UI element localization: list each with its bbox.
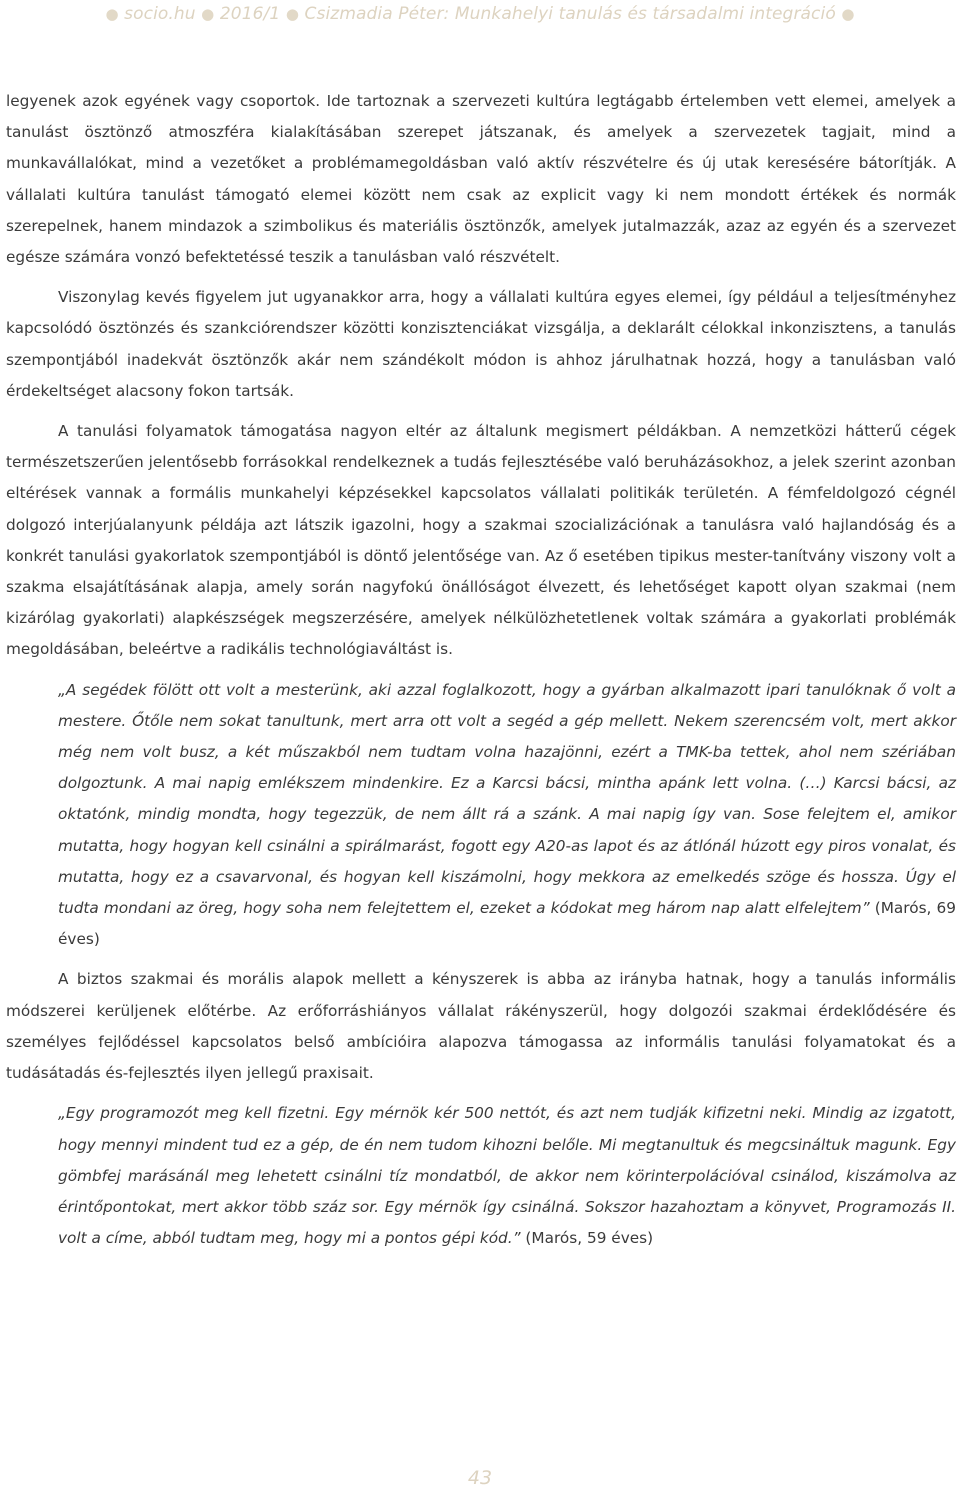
quote-text: „Egy programozót meg kell fizetni. Egy mérnök kér 500 nettót, és azt nem tudják kifizetni neki. Mindig az izgatott, hogy mennyi mindent tud ez a gép, de én nem tudom kihozni belőle. Mi megtanultuk és megcsináltuk magunk. Egy gömbfej marásánál meg lehetett csinálni tíz mondatból, de akkor nem körinterpolációval csinálod, kiszámolva az érintőpontokat, mert akkor több száz sor. Egy mérnök így csinálná. Sokszor hazahoztam a könyvet, Programozás II. volt a címe, abból tudtam meg, hogy mi a pontos gépi kód.” <box>58 1104 956 1248</box>
quote-source: (Marós, 59 éves) <box>525 1229 654 1248</box>
quote-source: (Marós, 69 éves) <box>58 899 956 949</box>
article-body <box>6 86 956 1254</box>
bullet-icon: ● <box>105 5 119 23</box>
paragraph: legyenek azok egyének vagy csoportok. Ide tartoznak a szervezeti kultúra legtágabb értelemben vett elemei, amelyek a tanulást ösztönző atmoszféra kialakításában szerepet játszanak, és amelyek a szervezetek tagjait, mind a munkavállalókat, mind a vezetőket a problémamegoldásban való aktív részvételre és új utak keresésére bátorítják. A vállalati kultúra tanulást támogató elemei között nem csak az explicit vagy ki nem mondott értékek és normák szerepelnek, hanem mindazok a szimbolikus és materiális ösztönzők, amelyek jutalmazzák, azaz az egyén és a szervezet egésze számára vonzó befektetéssé teszik a tanulásban való részvételt. <box>6 92 956 267</box>
header-issue: 2016/1 <box>219 4 281 24</box>
block-quote <box>58 675 956 956</box>
paragraph: A biztos szakmai és morális alapok mellett a kényszerek is abba az irányba hatnak, hogy a tanulás informális módszerei kerüljenek előtérbe. Az erőforráshiányos vállalat rákényszerül, hogy dolgozói szakmai érdeklődésére és személyes fejlődéssel kapcsolatos belső ambícióira alapozva támogassa az informális tanulási folyamatokat és a tudásátadás és-fejlesztés ilyen jellegű praxisait. <box>6 970 956 1083</box>
bullet-icon: ● <box>841 5 855 23</box>
running-header <box>0 4 960 24</box>
header-title: Csizmadia Péter: Munkahelyi tanulás és társadalmi integráció <box>304 4 836 24</box>
block-quote <box>58 1098 956 1254</box>
quote-text: „A segédek fölött ott volt a mesterünk, aki azzal foglalkozott, hogy a gyárban alkalmazott ipari tanulóknak ő volt a mestere. Őtőle nem sokat tanultunk, mert arra ott volt a segéd a gép mellett. Nekem szerencsém volt, mert akkor még nem volt busz, a két műszakból nem tudtam volna hazajönni, ezért a TMK-ba tettek, ahol nem szériában dolgoztunk. A mai napig emlékszem mindenkire. Ez a Karcsi bácsi, mintha apánk lett volna. (…) Karcsi bácsi, az oktatónk, mindig mondta, hogy tegezzük, de nem állt rá a szánk. A mai napig így van. Sose felejtem el, amikor mutatta, hogy hogyan kell csinálni a spirálmarást, fogott egy A20-as lapot és az átlónál húzott egy piros vonalat, és mutatta, hogy ez a csavarvonal, és hogyan kell kiszámolni, hogy mekkora az emelkedés szöge és hossza. Úgy el tudta mondani az öreg, hogy soha nem felejtettem el, ezeket a kódokat meg három nap alatt elfelejtem” <box>58 680 956 918</box>
paragraph: Viszonylag kevés figyelem jut ugyanakkor arra, hogy a vállalati kultúra egyes elemei, így például a teljesítményhez kapcsolódó ösztönzés és szankciórendszer közötti konzisztenciákat vizsgálja, a deklarált célokkal inkonzisztens, a tanulás szempontjából inadekvát ösztönzők akár nem szándékolt módon is ahhoz járulhatnak hozzá, hogy a tanulásban való érdekeltséget alacsony fokon tartsák. <box>6 288 956 400</box>
page-number: 43 <box>467 1467 493 1489</box>
bullet-icon: ● <box>201 5 215 23</box>
header-site: socio.hu <box>124 4 196 24</box>
paragraph: A tanulási folyamatok támogatása nagyon eltér az általunk megismert példákban. A nemzetközi hátterű cégek természetszerűen jelentősebb forrásokkal rendelkeznek a tudás fejlesztésébe való beruházásokhoz, a jelek szerint azonban eltérések vannak a formális munkahelyi képzésekkel kapcsolatos vállalati politikák területén. A fémfeldolgozó cégnél dolgozó interjúalanyunk példája azt látszik igazolni, hogy a szakmai szocializációnak a tanulásra való hajlandóság és a konkrét tanulási gyakorlatok szempontjából is döntő jelentősége van. Az ő esetében tipikus mester-tanítvány viszony volt a szakma elsajátításának alapja, amely során nagyfokú önállóságot élvezett, és lehetőséget kapott olyan szakmai (nem kizárólag gyakorlati) alapkészségek megszerzésére, amelyek nélkülözhetetlenek voltak számára a gyakorlati problémák megoldásában, beleértve a radikális technológiaváltást is. <box>6 422 956 659</box>
bullet-icon: ● <box>285 5 300 23</box>
